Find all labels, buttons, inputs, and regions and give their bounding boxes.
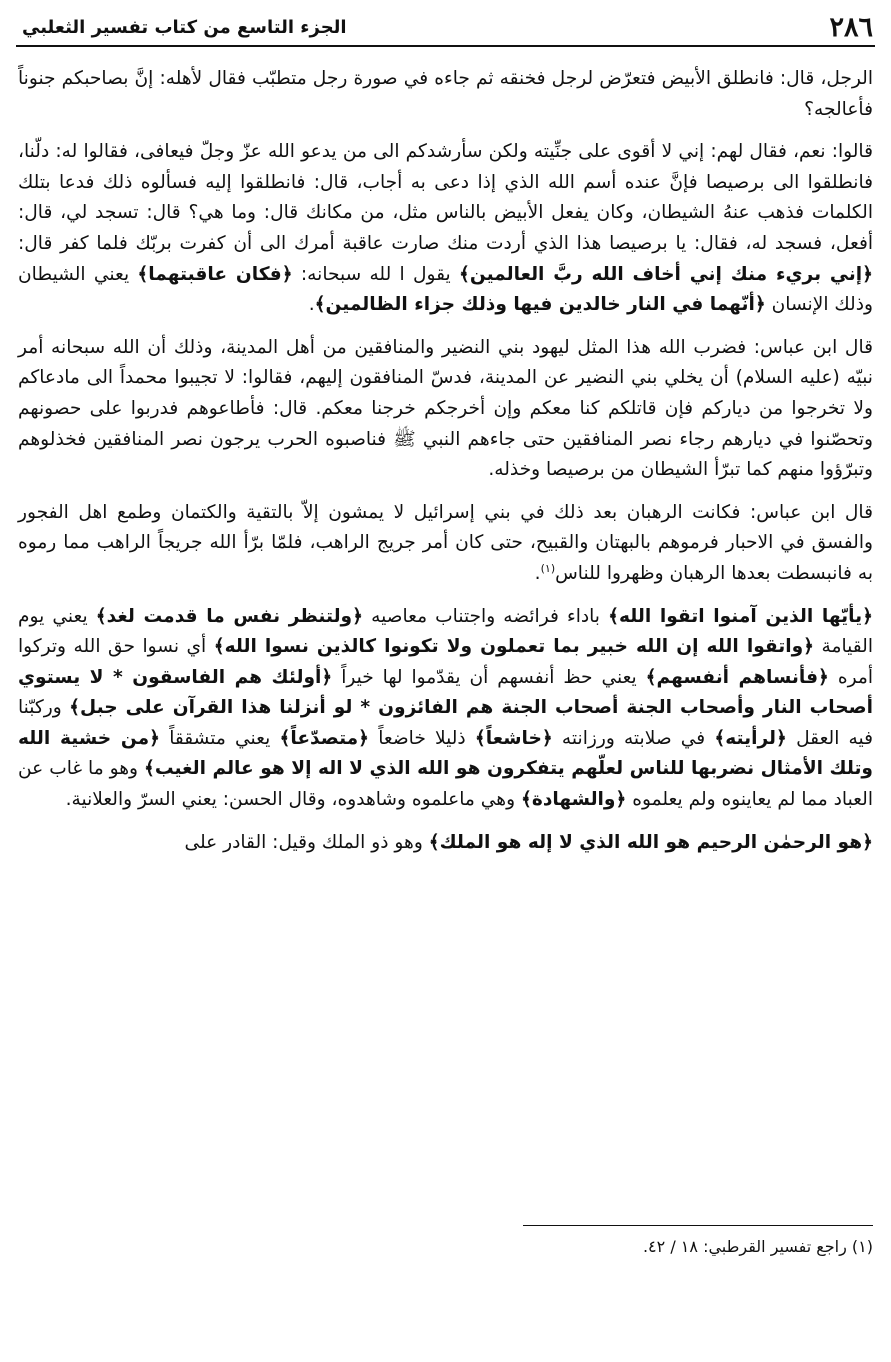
book-title: الجزء التاسع من كتاب تفسير الثعلبي (22, 16, 347, 38)
quran-quote: ﴿واتقوا الله إن الله خبير بما تعملون ولا تكونوا كالذين نسوا الله﴾ (213, 636, 815, 658)
page-number: ٢٨٦ (829, 11, 873, 43)
text-segment: . (534, 562, 541, 584)
quran-quote: ﴿فأنساهم أنفسهم﴾ (645, 666, 829, 688)
quran-quote: ﴿هو الرحمٰن الرحيم هو الله الذي لا إله هو الملك﴾ (428, 831, 873, 853)
paragraph (18, 602, 873, 816)
quran-quote: ﴿لرأيته﴾ (714, 727, 787, 749)
body-text (18, 64, 873, 870)
text-segment: يعني يوم القيامة (18, 605, 873, 658)
text-segment: يعني متشققاً (160, 727, 280, 749)
page-header (18, 10, 873, 44)
quran-quote: ﴿يأيّها الذين آمنوا اتقوا الله﴾ (608, 605, 873, 627)
text-segment: باداء فرائضه واجتناب معاصيه (363, 605, 609, 627)
text-segment: يعني الشيطان وذلك الإنسان (18, 263, 873, 316)
paragraph (18, 64, 873, 125)
text-segment: وهي ماعلموه وشاهدوه، وقال الحسن: يعني السرّ والعلانية. (65, 789, 521, 811)
quran-quote: ﴿فكان عاقبتهما﴾ (137, 263, 293, 285)
text-segment: يعني حظ أنفسهم أن يقدّموا لها خيراً (332, 666, 646, 688)
text-segment: الرجل، قال: فانطلق الأبيض فتعرّض لرجل فخنقه ثم جاءه في صورة رجل متطبّب فقال لأهله: إنَّ بصاحبكم جنوناً فأعالجه؟ (18, 68, 873, 120)
text-segment: أي نسوا حق الله وتركوا أمره (18, 636, 873, 688)
text-segment: قال ابن عباس: فكانت الرهبان بعد ذلك في بني إسرائيل لا يمشون إلاّ بالتقية والكتمان وطمع اهل الفجور والفسق في الاحبار فرموهم بالبهتان والقبيح، حتى كان أمر جريج الراهب، فلمّا برّأ الله جريجاً الراهب مما رموه به فانبسطت بعدها الرهبان وظهروا للناس (18, 501, 873, 584)
paragraph (18, 137, 873, 321)
text-segment: قال ابن عباس: فضرب الله هذا المثل ليهود بني النضير والمنافقين من أهل المدينة، وذلك أن الله سبحانه أمر نبيّه (عليه السلام) أن يخلي بني النضير عن المدينة، فدسّ المنافقون إليهم، فقالوا: لا تجيبوا محمداً الى مادعاكم ولا تخرجوا من دياركم فإن قاتلكم كنا معكم وإن أخرجكم خرجنا معكم. قال: فأطاعوهم فدربوا على حصونهم وتحصّنوا في ديارهم رجاء نصر المنافقين حتى جاءهم النبي ﷺ فناصبوه الحرب يرجون نصر المنافقين فخذلوهم وتبرّؤوا منهم كما تبرّأ الشيطان من برصيصا وخذله. (18, 336, 873, 481)
quran-quote: ﴿من خشية الله وتلك الأمثال نضربها للناس لعلّهم يتفكرون هو الله الذي لا اله إلا هو عالم الغيب﴾ (18, 727, 873, 780)
footnote-marker: (١) (540, 561, 556, 575)
quran-quote: ﴿والشهادة﴾ (520, 789, 627, 811)
text-segment: يقول ا لله سبحانه: (292, 263, 459, 285)
text-segment: وهو ما غاب عن العباد مما لم يعاينوه ولم يعلموه (18, 758, 873, 811)
quran-quote: ﴿ولتنظر نفس ما قدمت لغد﴾ (95, 605, 364, 627)
quran-quote: ﴿إني بريء منك إني أخاف الله ربَّ العالمين﴾ (458, 263, 873, 285)
text-segment: في صلابته ورزانته (552, 727, 715, 749)
paragraph (18, 828, 873, 859)
paragraph (18, 498, 873, 590)
text-segment: وهو ذو الملك وقيل: القادر على (184, 831, 429, 853)
text-segment: ذليلا خاضعاً (369, 727, 475, 749)
text-segment: وركبّنا فيه العقل (18, 697, 874, 749)
text-segment: قالوا: نعم، فقال لهم: إني لا أقوى على جنِّيته ولكن سأرشدكم الى من يدعو الله عزّ وجلّ فيعافى، فقالوا له: دلّنا، فانطلقوا الى برصيصا فإنَّ عنده أسم الله الذي إذا دعى به أجاب، قال: فانطلقوا إليه فسألوه ذلك فدعا بتلك الكلمات فذهب عنهُ الشيطان، وكان يفعل الأبيض بالناس مثل، من مكانك قال: وما هي؟ قال: تسجد لي، قال: أفعل، فسجد له، فقال: يا برصيصا هذا الذي أردت منك صارت عاقبة أمرك الى أن كفرت بربّك فلما كفر قال: (18, 141, 873, 254)
footnote: (١) راجع تفسير القرطبي: ١٨ / ٤٢. (642, 1237, 873, 1256)
footnote-divider (523, 1225, 873, 1226)
paragraph (18, 333, 873, 486)
quran-quote: ﴿أولئك هم الفاسقون * لا يستوي أصحاب النار وأصحاب الجنة أصحاب الجنة هم الفائزون * لو أنزلنا هذا القرآن على جبل﴾ (18, 666, 873, 719)
quran-quote: ﴿أنّهما في النار خالدين فيها وذلك جزاء الظالمين﴾ (314, 294, 766, 316)
header-divider (16, 45, 875, 47)
text-segment: . (308, 294, 315, 316)
quran-quote: ﴿خاشعاً﴾ (474, 727, 553, 749)
quran-quote: ﴿متصدّعاً﴾ (279, 727, 370, 749)
